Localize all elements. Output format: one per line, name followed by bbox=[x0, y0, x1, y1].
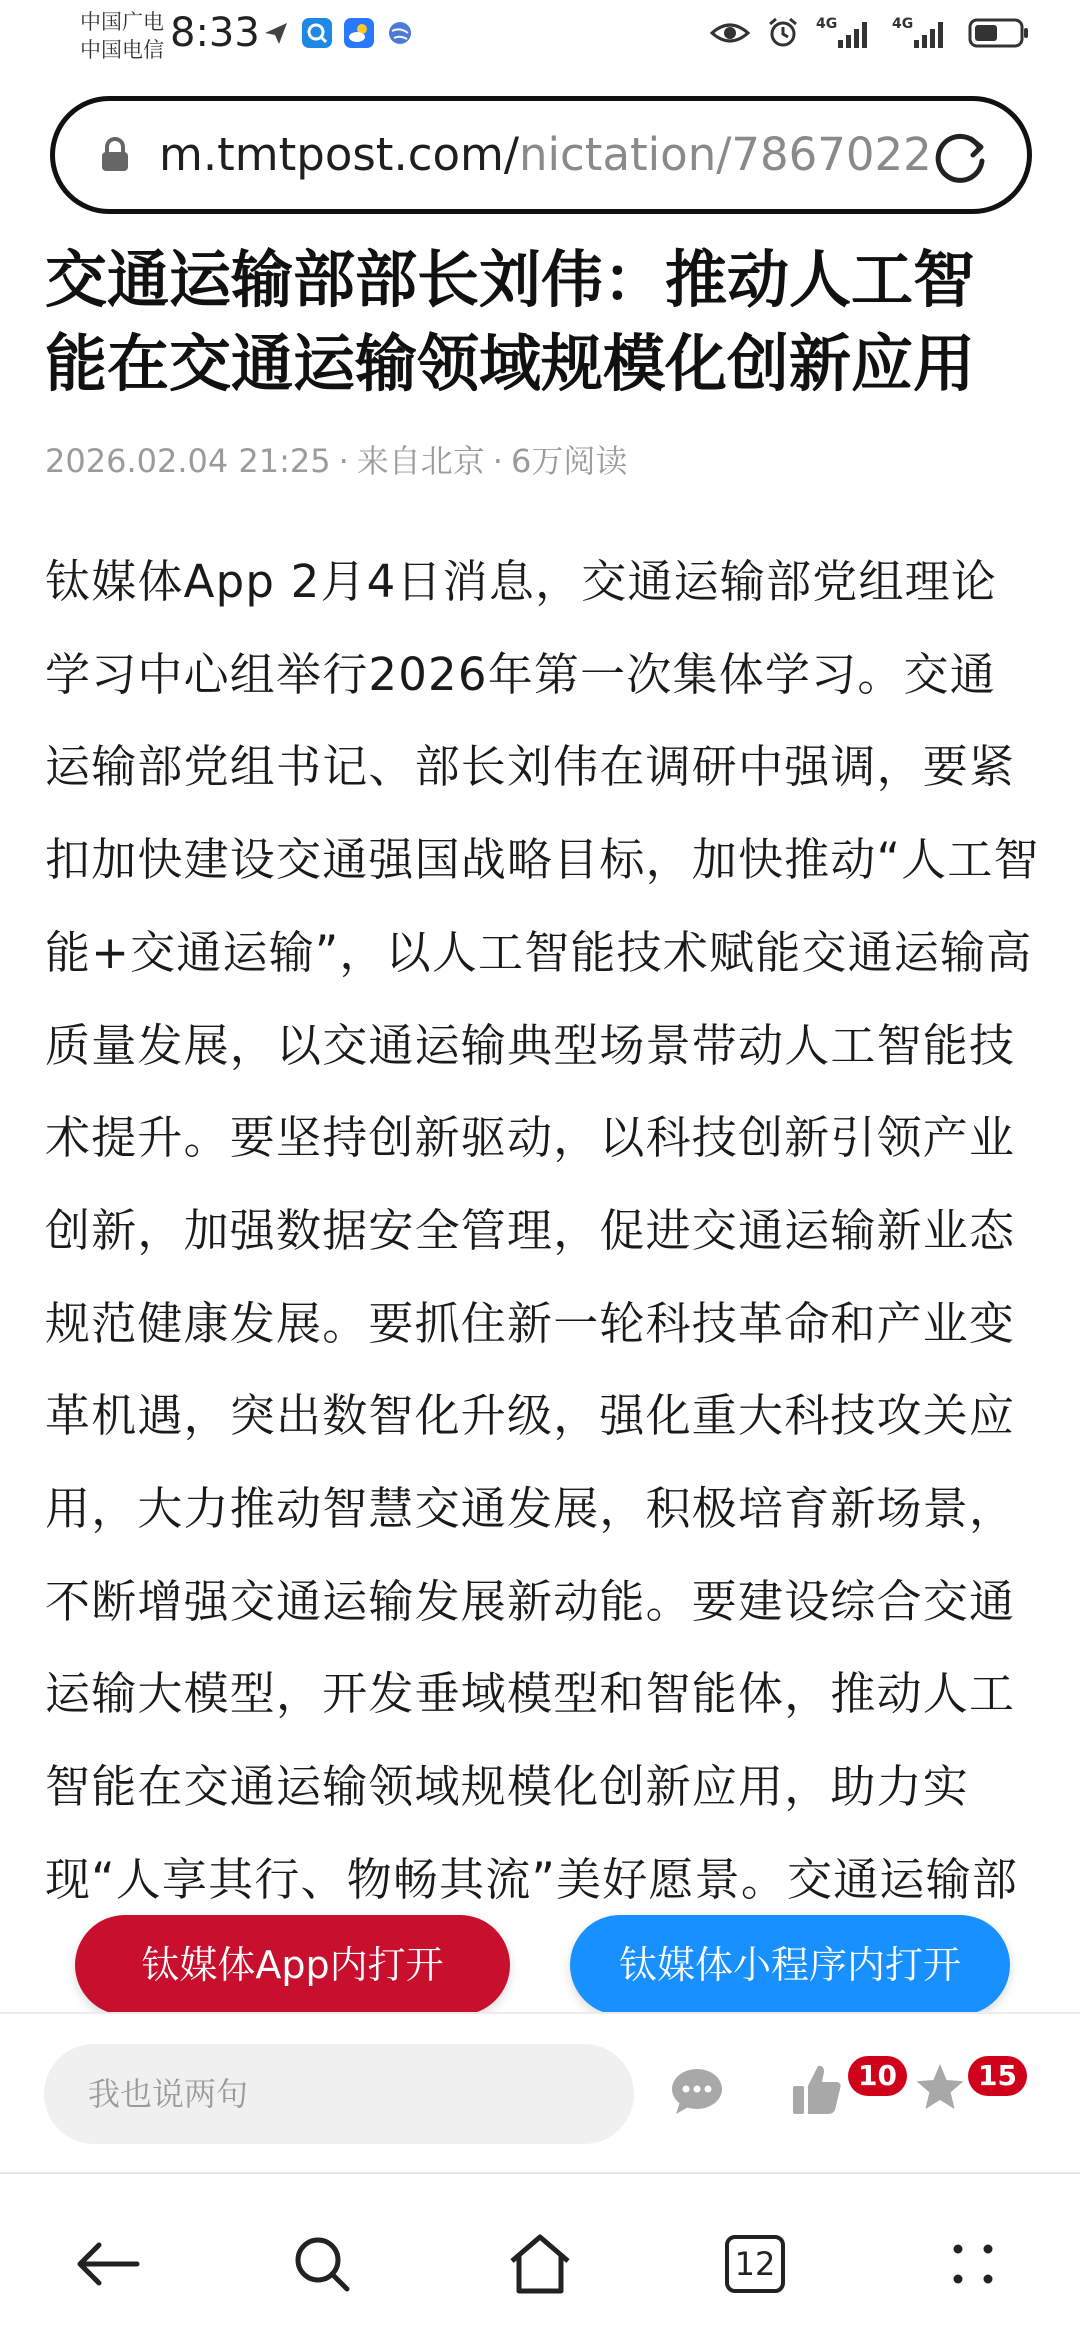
bottom-nav bbox=[0, 2172, 1080, 2340]
network-type-2: 4G bbox=[892, 16, 914, 32]
article-location: 来自北京 bbox=[356, 442, 485, 480]
carrier-2: 中国电信 bbox=[80, 38, 164, 62]
favorite-count-badge: 15 bbox=[968, 2056, 1027, 2096]
signal-1 bbox=[816, 16, 876, 50]
article-reads: 6万阅读 bbox=[510, 442, 628, 480]
signal-2 bbox=[892, 16, 952, 50]
open-in-mini-program-button[interactable]: 钛媒体小程序内打开 bbox=[570, 1915, 1010, 2015]
signal-bars-icon bbox=[836, 20, 876, 50]
search-icon bbox=[291, 2233, 353, 2295]
article-date: 2026.02.04 21:25 bbox=[45, 442, 331, 480]
clock: 8:33 bbox=[170, 10, 260, 56]
lock-icon bbox=[99, 137, 131, 173]
tabs-button[interactable] bbox=[715, 2224, 795, 2304]
back-button[interactable] bbox=[68, 2224, 148, 2304]
meta-separator: · bbox=[338, 442, 349, 480]
address-bar[interactable] bbox=[50, 96, 1032, 214]
tab-count: 12 bbox=[725, 2235, 785, 2293]
meta-separator: · bbox=[492, 442, 503, 480]
url-text[interactable] bbox=[159, 123, 949, 187]
reload-icon[interactable] bbox=[929, 125, 991, 187]
like-count-badge: 10 bbox=[848, 2056, 907, 2096]
article-meta bbox=[45, 436, 627, 482]
thumbs-up-icon[interactable] bbox=[790, 2062, 844, 2118]
article-title: 交通运输部部长刘伟：推动人工智能在交通运输领域规模化创新应用 bbox=[45, 243, 976, 400]
globe-app-icon bbox=[386, 19, 414, 47]
more-dots-icon bbox=[948, 2239, 998, 2289]
home-button[interactable] bbox=[500, 2224, 580, 2304]
comment-input[interactable]: 我也说两句 bbox=[44, 2044, 634, 2144]
notification-icons bbox=[262, 18, 414, 48]
star-icon[interactable] bbox=[912, 2060, 968, 2116]
battery-icon bbox=[968, 17, 1030, 49]
back-arrow-icon bbox=[75, 2239, 141, 2289]
carrier-1: 中国广电 bbox=[80, 10, 164, 34]
home-icon bbox=[508, 2233, 572, 2295]
url-path: nictation/7867022 bbox=[519, 128, 932, 181]
url-host: m.tmtpost.com/ bbox=[159, 128, 520, 181]
search-app-icon bbox=[302, 18, 332, 48]
system-icons bbox=[710, 16, 1030, 50]
alarm-icon bbox=[766, 16, 800, 50]
signal-bars-icon bbox=[912, 20, 952, 50]
weather-app-icon bbox=[344, 18, 374, 48]
eye-icon bbox=[710, 19, 750, 47]
comment-bar bbox=[0, 2012, 1080, 2172]
carrier-labels bbox=[80, 8, 164, 64]
network-type-1: 4G bbox=[816, 16, 838, 32]
menu-button[interactable] bbox=[933, 2224, 1013, 2304]
status-bar bbox=[0, 0, 1080, 80]
open-in-app-button[interactable]: 钛媒体App内打开 bbox=[75, 1915, 510, 2015]
search-button[interactable] bbox=[282, 2224, 362, 2304]
paper-plane-icon bbox=[262, 19, 290, 47]
article-body: 钛媒体App 2月4日消息，交通运输部党组理论学习中心组举行2026年第一次集体学习。交通运输部党组书记、部长刘伟在调研中强调，要紧扣加快建设交通强国战略目标，加快推动“人工智能+交通运输”，以人工智能技术赋能交通运输高质量发展，以交通运输典型场景带动人工智能技术提升。要坚持创新驱动，以科技创新引领产业创新，加强数据安全管理，促进交通运输新业态规范健康发展。要抓住新一轮科技革命和产业变革机遇，突出数智化升级，强化重大科技攻关应用，大力推动智慧交通发展，积极培育新场景，不断增强交通运输发展新动能。要建设综合交通运输大模型，开发垂域模型和智能体，推动人工智能在交通运输领域规模化创新应用，助力实现“人享其行、物畅其流”美好愿景。交通运输部 bbox=[45, 555, 1040, 1906]
comment-icon[interactable] bbox=[668, 2066, 726, 2118]
